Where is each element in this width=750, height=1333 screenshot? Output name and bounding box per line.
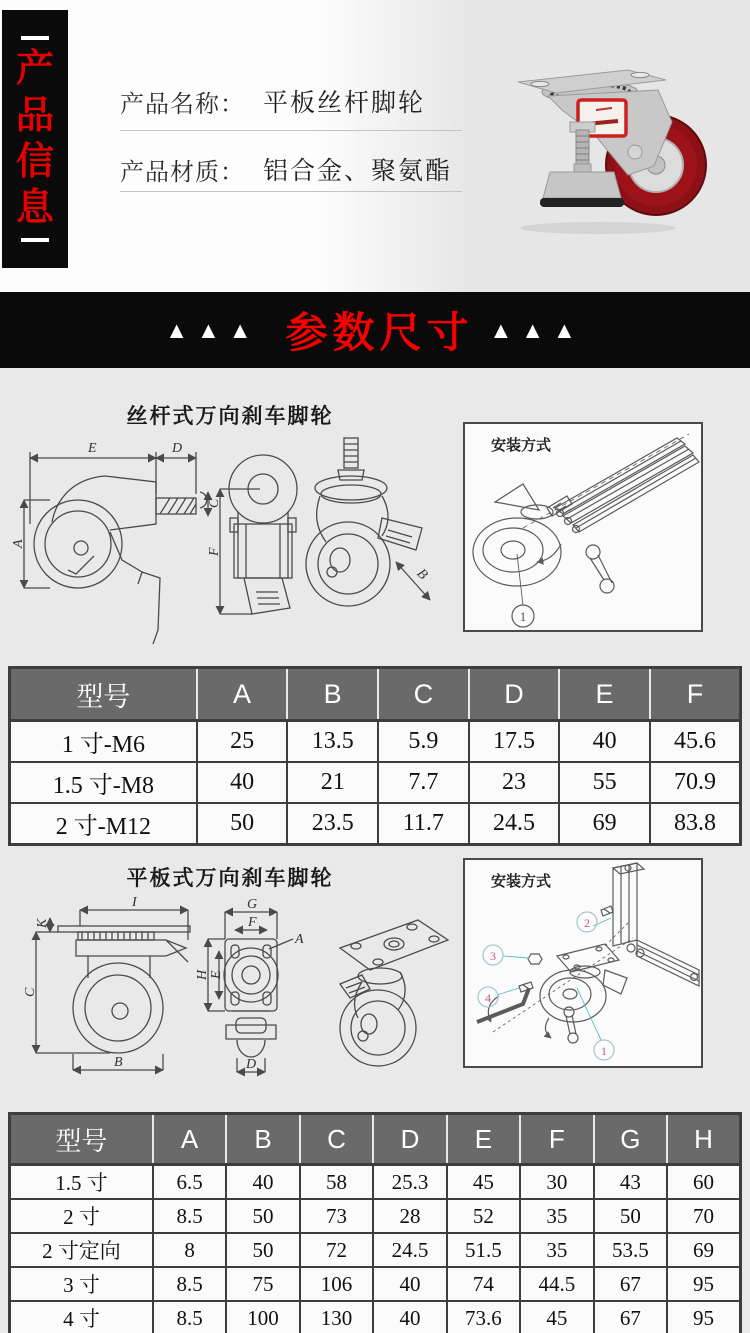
column-header: C xyxy=(378,668,469,721)
table-row xyxy=(10,1199,741,1233)
value-cell: 69 xyxy=(667,1233,740,1267)
diagram2-drawings xyxy=(10,896,450,1110)
model-cell: 1.5 寸 xyxy=(10,1165,153,1200)
value-cell: 23.5 xyxy=(287,803,378,845)
value-cell: 50 xyxy=(594,1199,667,1233)
svg-text:2: 2 xyxy=(584,916,590,930)
value-cell: 8 xyxy=(153,1233,226,1267)
product-material-label: 产品材质： xyxy=(120,159,245,186)
column-header: B xyxy=(287,668,378,721)
svg-text:I: I xyxy=(132,896,137,910)
divider xyxy=(120,191,462,192)
wrench xyxy=(586,545,614,593)
value-cell: 25 xyxy=(197,721,288,763)
svg-text:K: K xyxy=(35,918,50,928)
plate-caster-side-view xyxy=(23,896,190,1070)
model-cell: 4 寸 xyxy=(10,1301,153,1333)
value-cell: 11.7 xyxy=(378,803,469,845)
model-cell: 1 寸-M6 xyxy=(10,721,197,763)
value-cell: 23 xyxy=(469,762,560,803)
value-cell: 28 xyxy=(373,1199,446,1233)
value-cell: 40 xyxy=(226,1165,299,1200)
value-cell: 58 xyxy=(300,1165,373,1200)
column-header: D xyxy=(469,668,560,721)
svg-text:D: D xyxy=(172,441,183,456)
value-cell: 69 xyxy=(559,803,650,845)
value-cell: 21 xyxy=(287,762,378,803)
callout-1 xyxy=(512,554,534,627)
value-cell: 35 xyxy=(520,1199,593,1233)
aluminium-profile-corner xyxy=(613,863,699,986)
svg-text:A: A xyxy=(11,539,26,548)
svg-text:E: E xyxy=(88,441,97,456)
table-row xyxy=(10,762,741,803)
column-header: 型号 xyxy=(10,1114,153,1165)
banner-top-dash xyxy=(21,36,49,40)
value-cell: 6.5 xyxy=(153,1165,226,1200)
table-row xyxy=(10,1233,741,1267)
model-cell: 1.5 寸-M8 xyxy=(10,762,197,803)
product-info-section xyxy=(0,0,750,292)
value-cell: 75 xyxy=(226,1267,299,1301)
table-row xyxy=(10,1301,741,1333)
aluminium-profile xyxy=(555,438,699,533)
svg-text:A: A xyxy=(295,932,304,947)
column-header: C xyxy=(300,1114,373,1165)
value-cell: 43 xyxy=(594,1165,667,1200)
value-cell: 45 xyxy=(520,1301,593,1333)
svg-text:D: D xyxy=(246,1057,257,1072)
divider xyxy=(120,130,462,131)
value-cell: 106 xyxy=(300,1267,373,1301)
table2-header-row xyxy=(10,1114,741,1165)
column-header: 型号 xyxy=(10,668,197,721)
value-cell: 7.7 xyxy=(378,762,469,803)
value-cell: 74 xyxy=(447,1267,520,1301)
value-cell: 40 xyxy=(197,762,288,803)
install-box-2 xyxy=(463,858,703,1068)
table1-header-row xyxy=(10,668,741,721)
value-cell: 73 xyxy=(300,1199,373,1233)
side-banner-text: 产品信息 xyxy=(15,48,54,230)
value-cell: 40 xyxy=(373,1267,446,1301)
value-cell: 24.5 xyxy=(469,803,560,845)
value-cell: 50 xyxy=(197,803,288,845)
value-cell: 45.6 xyxy=(650,721,741,763)
svg-text:1: 1 xyxy=(601,1044,607,1058)
table1 xyxy=(8,666,742,846)
plate-caster-top-view xyxy=(195,897,304,1072)
model-cell: 3 寸 xyxy=(10,1267,153,1301)
svg-text:F: F xyxy=(248,915,257,930)
column-header: E xyxy=(447,1114,520,1165)
table-row xyxy=(10,721,741,763)
value-cell: 45 xyxy=(447,1165,520,1200)
value-cell: 40 xyxy=(373,1301,446,1333)
screw-caster-side-view xyxy=(11,441,222,644)
svg-text:H: H xyxy=(195,969,210,980)
value-cell: 70.9 xyxy=(650,762,741,803)
value-cell: 55 xyxy=(559,762,650,803)
side-banner xyxy=(2,10,68,268)
value-cell: 51.5 xyxy=(447,1233,520,1267)
value-cell: 50 xyxy=(226,1199,299,1233)
column-header: A xyxy=(197,668,288,721)
product-name-label: 产品名称： xyxy=(120,91,245,118)
table2 xyxy=(8,1112,742,1333)
value-cell: 60 xyxy=(667,1165,740,1200)
value-cell: 40 xyxy=(559,721,650,763)
value-cell: 67 xyxy=(594,1301,667,1333)
plate-caster-perspective-view xyxy=(340,920,448,1066)
plate-caster-drawing xyxy=(540,944,627,1022)
banner-title: 参数尺寸 xyxy=(285,309,474,356)
svg-text:B: B xyxy=(413,566,431,583)
product-photo xyxy=(478,60,728,240)
value-cell: 52 xyxy=(447,1199,520,1233)
plate-caster-size-table xyxy=(8,1112,742,1333)
svg-text:G: G xyxy=(247,897,258,912)
column-header: E xyxy=(559,668,650,721)
model-cell: 2 寸-M12 xyxy=(10,803,197,845)
product-material-value: 铝合金、聚氨酯 xyxy=(263,157,453,185)
value-cell: 13.5 xyxy=(287,721,378,763)
banner-bottom-dash xyxy=(21,238,49,242)
table-row xyxy=(10,1267,741,1301)
table-row xyxy=(10,1165,741,1200)
column-header: A xyxy=(153,1114,226,1165)
value-cell: 44.5 xyxy=(520,1267,593,1301)
svg-text:E: E xyxy=(209,970,224,979)
value-cell: 8.5 xyxy=(153,1301,226,1333)
svg-text:F: F xyxy=(207,547,222,556)
section-title-banner xyxy=(0,292,750,368)
callouts xyxy=(478,912,614,1060)
column-header: B xyxy=(226,1114,299,1165)
column-header: G xyxy=(594,1114,667,1165)
value-cell: 73.6 xyxy=(447,1301,520,1333)
install-title: 安装方式 xyxy=(491,873,552,890)
screw-caster-size-table xyxy=(8,666,742,846)
value-cell: 24.5 xyxy=(373,1233,446,1267)
value-cell: 25.3 xyxy=(373,1165,446,1200)
right-triangles: ▲▲▲ xyxy=(489,316,585,343)
diagram1-title: 丝杆式万向刹车脚轮 xyxy=(126,405,334,428)
column-header: D xyxy=(373,1114,446,1165)
model-cell: 2 寸定向 xyxy=(10,1233,153,1267)
value-cell: 130 xyxy=(300,1301,373,1333)
table-row xyxy=(10,803,741,845)
value-cell: 35 xyxy=(520,1233,593,1267)
value-cell: 95 xyxy=(667,1267,740,1301)
value-cell: 70 xyxy=(667,1199,740,1233)
svg-text:3: 3 xyxy=(490,949,496,963)
column-header: H xyxy=(667,1114,740,1165)
value-cell: 17.5 xyxy=(469,721,560,763)
value-cell: 100 xyxy=(226,1301,299,1333)
value-cell: 8.5 xyxy=(153,1267,226,1301)
value-cell: 67 xyxy=(594,1267,667,1301)
install-title: 安装方式 xyxy=(491,437,552,454)
column-header: F xyxy=(650,668,741,721)
value-cell: 30 xyxy=(520,1165,593,1200)
svg-text:C: C xyxy=(23,987,38,997)
value-cell: 72 xyxy=(300,1233,373,1267)
install-box-1 xyxy=(463,422,703,632)
value-cell: 95 xyxy=(667,1301,740,1333)
screw-caster-front-view xyxy=(207,455,297,614)
svg-text:1: 1 xyxy=(519,609,527,624)
product-name-value: 平板丝杆脚轮 xyxy=(263,89,426,117)
wrench xyxy=(545,1007,578,1043)
left-triangles: ▲▲▲ xyxy=(165,316,261,343)
diagram1-drawings xyxy=(10,432,450,652)
svg-text:4: 4 xyxy=(485,991,491,1005)
value-cell: 83.8 xyxy=(650,803,741,845)
diagram2-title: 平板式万向刹车脚轮 xyxy=(126,867,334,890)
value-cell: 5.9 xyxy=(378,721,469,763)
model-cell: 2 寸 xyxy=(10,1199,153,1233)
svg-text:B: B xyxy=(114,1055,123,1070)
svg-text:C: C xyxy=(207,498,222,508)
caster-drawing xyxy=(473,484,572,586)
value-cell: 8.5 xyxy=(153,1199,226,1233)
column-header: F xyxy=(520,1114,593,1165)
value-cell: 50 xyxy=(226,1233,299,1267)
value-cell: 53.5 xyxy=(594,1233,667,1267)
screw-caster-perspective-view xyxy=(306,438,430,606)
